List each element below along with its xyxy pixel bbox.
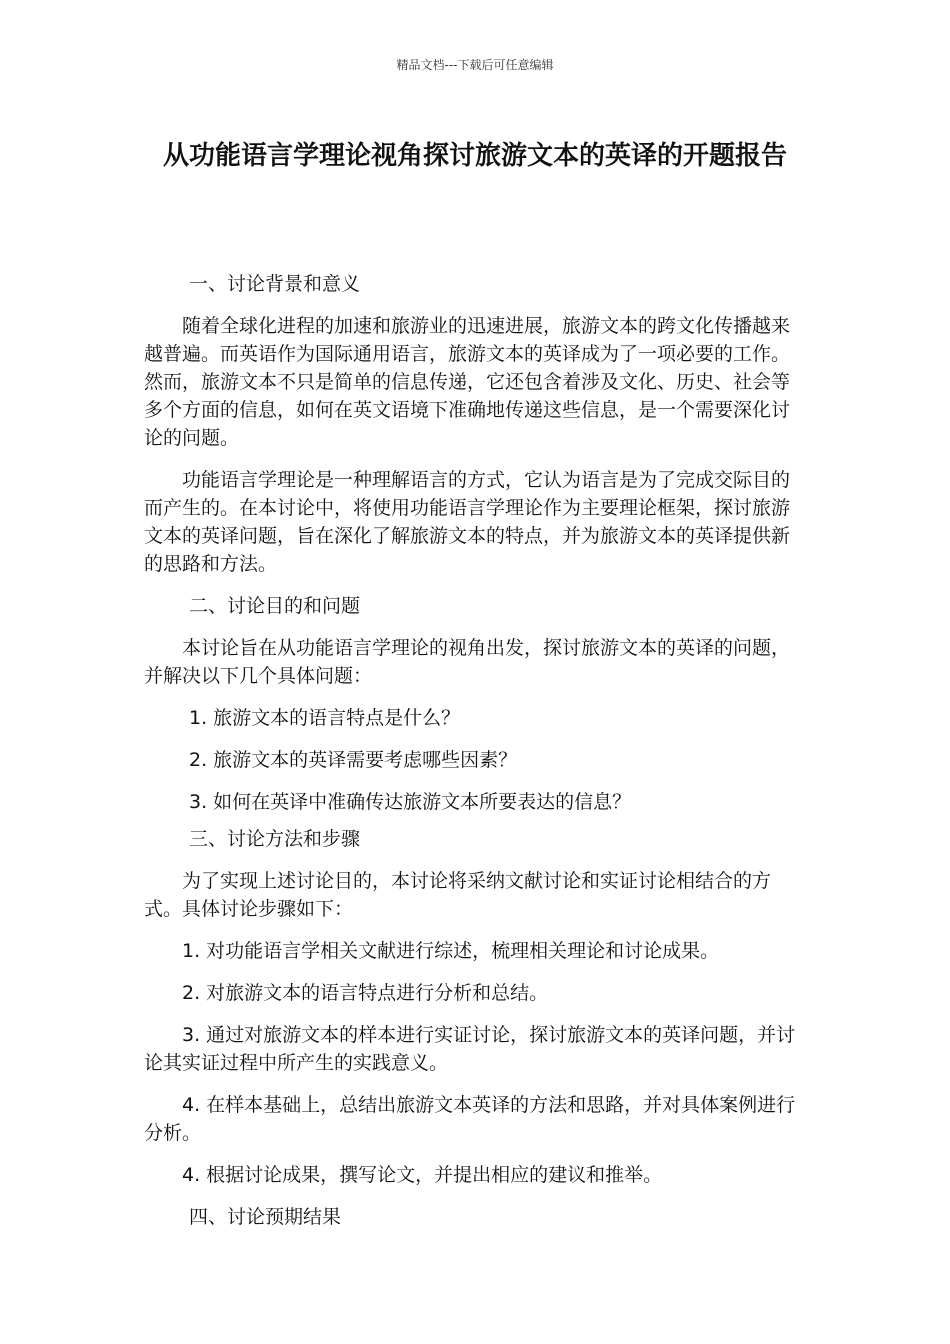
paragraph-background-1: 随着全球化进程的加速和旅游业的迅速进展，旅游文本的跨文化传播越来越普遍。而英语作为国际通用语言，旅游文本的英译成为了一项必要的工作。然而，旅游文本不只是简单的信息传递，它还包含着涉及文化、历史、社会等多个方面的信息，如何在英文语境下准确地传递这些信息，是一个需要深化讨论的问题。: [144, 315, 791, 449]
step-item-1: 1. 对功能语言学相关文献进行综述，梳理相关理论和讨论成果。: [182, 940, 720, 962]
step-item-4: 4. 在样本基础上，总结出旅游文本英译的方法和思路，并对具体案例进行分析。: [144, 1094, 796, 1144]
section-heading-3: 三、讨论方法和步骤: [189, 828, 361, 850]
question-item-1: 1. 旅游文本的语言特点是什么？: [189, 707, 461, 729]
step-item-2: 2. 对旅游文本的语言特点进行分析和总结。: [182, 982, 549, 1004]
question-item-2: 2. 旅游文本的英译需要考虑哪些因素？: [189, 749, 518, 771]
step-item-5: 4. 根据讨论成果，撰写论文，并提出相应的建议和推举。: [182, 1164, 663, 1186]
paragraph-method: 为了实现上述讨论目的，本讨论将采纳文献讨论和实证讨论相结合的方式。具体讨论步骤如下：: [144, 870, 772, 920]
paragraph-background-2: 功能语言学理论是一种理解语言的方式，它认为语言是为了完成交际目的而产生的。在本讨论中，将使用功能语言学理论作为主要理论框架，探讨旅游文本的英译问题，旨在深化了解旅游文本的特点，并为旅游文本的英译提供新的思路和方法。: [144, 469, 791, 575]
step-item-3: 3. 通过对旅游文本的样本进行实证讨论，探讨旅游文本的英译问题，并讨论其实证过程中所产生的实践意义。: [144, 1024, 796, 1074]
document-body: [144, 270, 806, 1231]
section-heading-4: 四、讨论预期结果: [189, 1206, 342, 1228]
paragraph-purpose: 本讨论旨在从功能语言学理论的视角出发，探讨旅游文本的英译的问题，并解决以下几个具体问题：: [144, 637, 791, 687]
document-title: 从功能语言学理论视角探讨旅游文本的英译的开题报告: [162, 141, 787, 171]
section-heading-2: 二、讨论目的和问题: [189, 595, 361, 617]
question-item-3: 3. 如何在英译中准确传达旅游文本所要表达的信息？: [189, 791, 632, 813]
header-note: 精品文档---下载后可任意编辑: [396, 58, 554, 72]
section-heading-1: 一、讨论背景和意义: [189, 273, 361, 295]
